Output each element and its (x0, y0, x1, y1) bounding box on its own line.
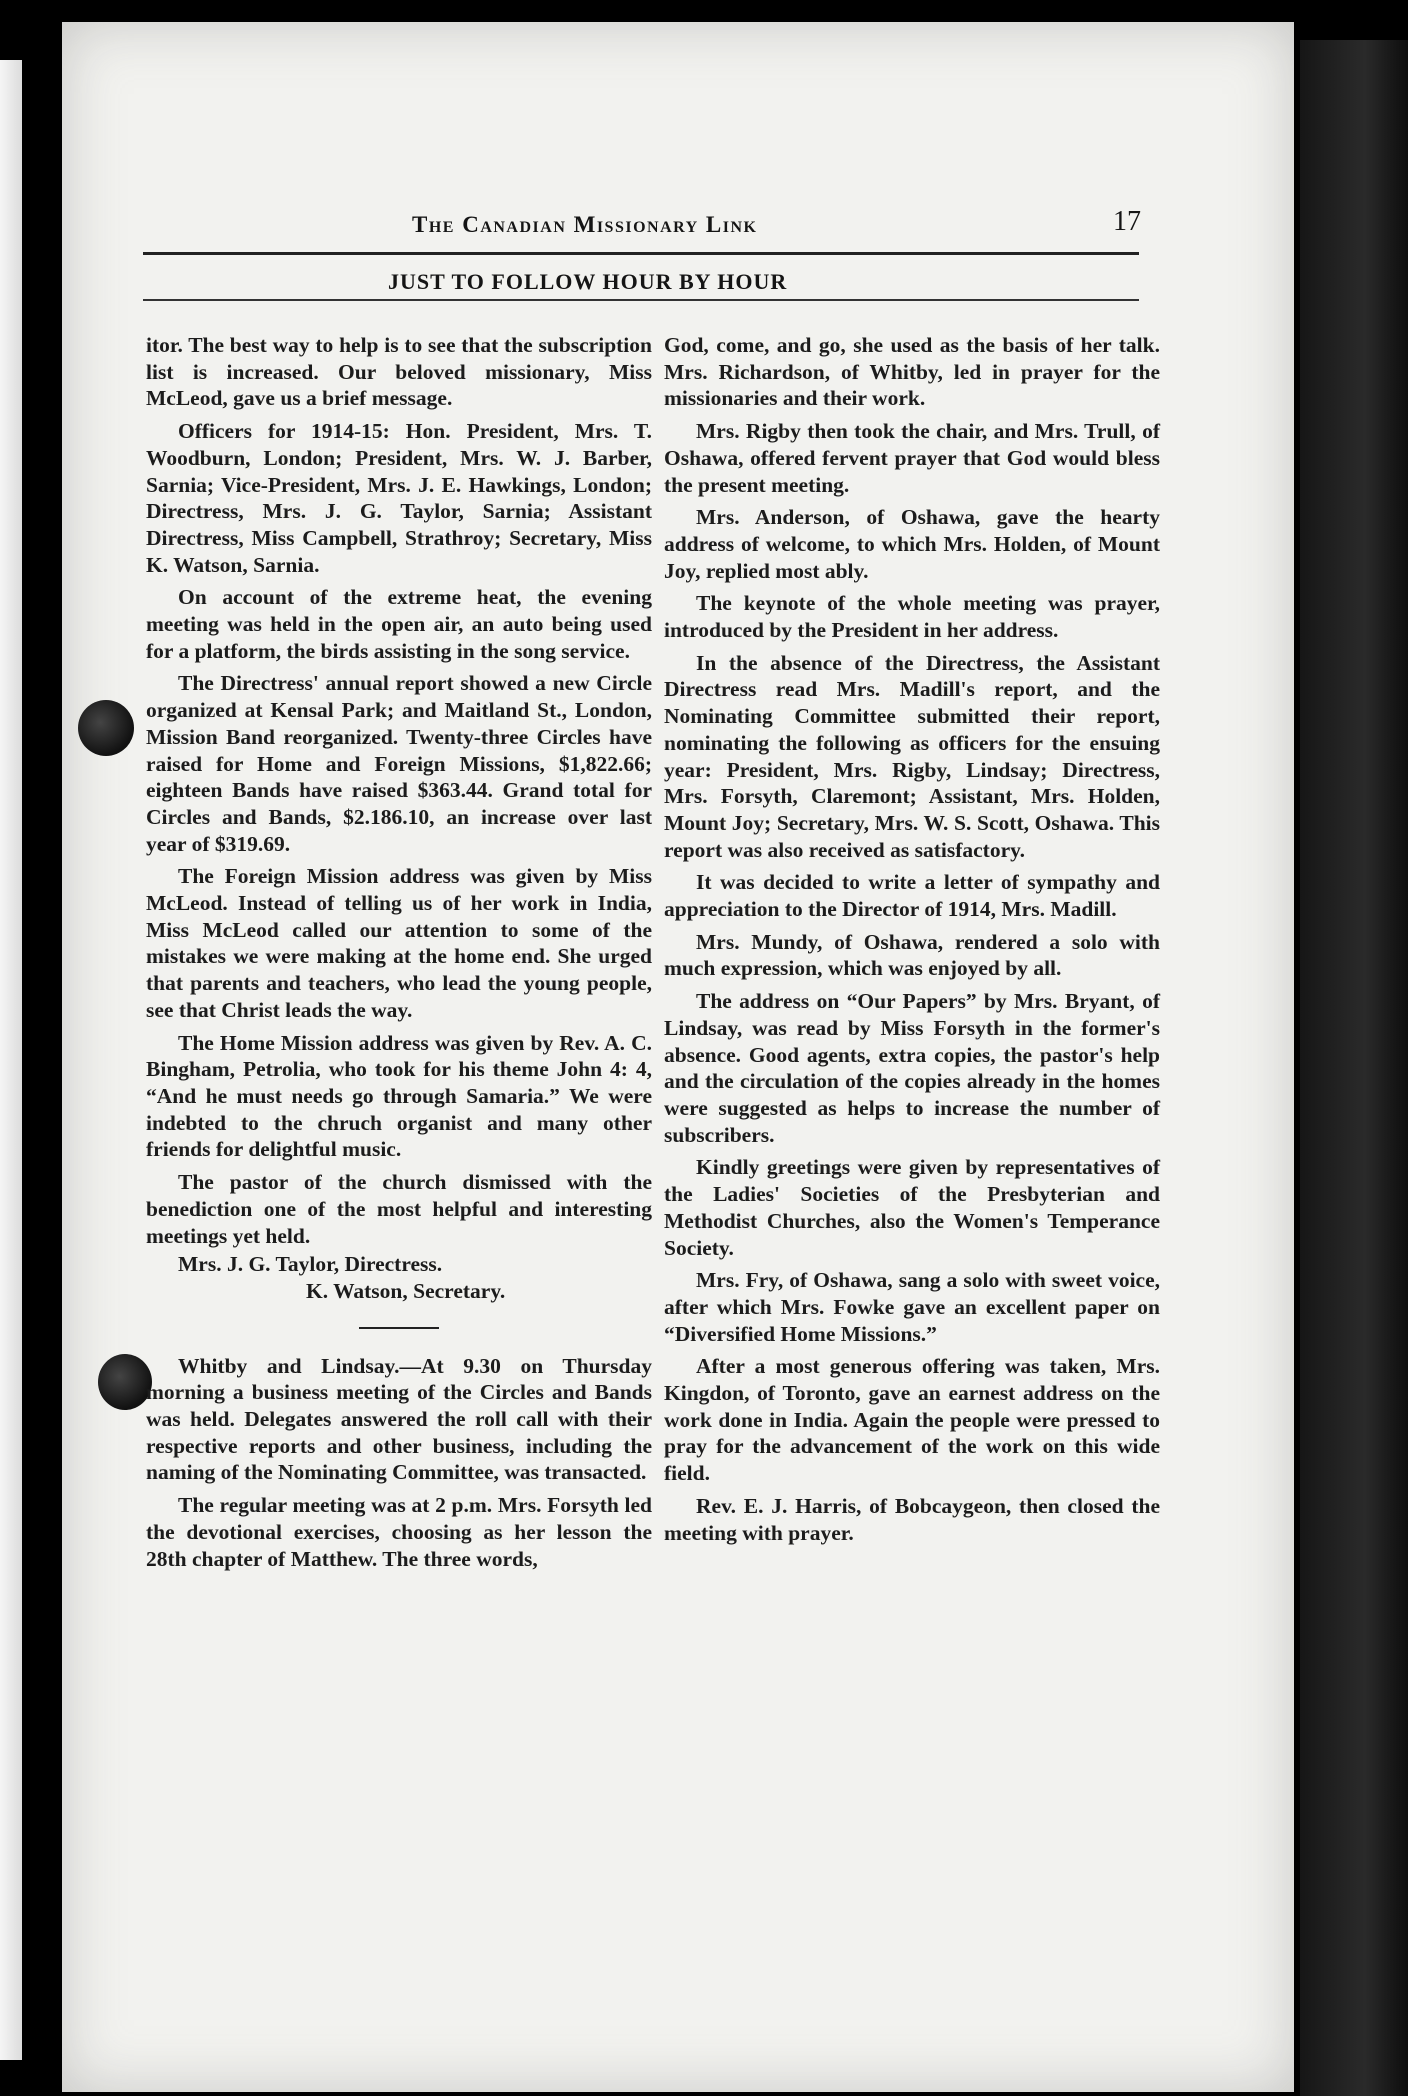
paragraph: Mrs. Mundy, of Oshawa, rendered a solo with much expression, which was enjoyed by all. (664, 929, 1160, 981)
signature-secretary: K. Watson, Secretary. (306, 1278, 506, 1303)
paragraph: itor. The best way to help is to see that the subscription list is increased. Our beloved missionary, Miss McLeod, gave us a brief message. (146, 333, 652, 411)
paragraph: The Directress' annual report showed a new Circle organized at Kensal Park; and Maitland St., London, Mission Band reorganized. Twenty-three Circles have raised for Home and Foreign Missions, $1,822.66; eighteen Bands have raised $363.44. Grand total for Circles and Bands, $2.186.10, an increase over last year of $319.69. (146, 671, 652, 856)
paragraph-whitby (146, 1353, 652, 1487)
paragraph: Kindly greetings were given by representatives of the Ladies' Societies of the Presbyterian and Methodist Churches, also the Women's Temperance Society. (664, 1155, 1160, 1260)
paragraph-text: —At 9.30 on Thursday morning a business meeting of the Circles and Bands was held. Delegates answered the roll call with their respective reports and other business, including the naming of the Nominating Committee, was transacted. (146, 1353, 652, 1485)
paragraph: The regular meeting was at 2 p.m. Mrs. Forsyth led the devotional exercises, choosing as her lesson the 28th chapter of Matthew. The three words, (146, 1493, 652, 1571)
section-separator (359, 1327, 439, 1329)
paragraph: Mrs. Anderson, of Oshawa, gave the hearty address of welcome, to which Mrs. Holden, of Mount Joy, replied most ably. (664, 505, 1160, 583)
paragraph: The Foreign Mission address was given by Miss McLeod. Instead of telling us of her work in India, Miss McLeod called our attention to some of the mistakes we were making at the home end. She urged that parents and teachers, who lead the young people, see that Christ leads the way. (146, 864, 652, 1022)
running-header: The Canadian Missionary Link (412, 212, 758, 237)
paragraph: In the absence of the Directress, the Assistant Directress read Mrs. Madill's report, and the Nominating Committee submitted their report, nominating the following as officers for the ensuing year: President, Mrs. Rigby, Lindsay; Directress, Mrs. Forsyth, Claremont; Assistant, Mrs. Holden, Mount Joy; Secretary, Mrs. W. S. Scott, Oshawa. This report was also received as satisfactory. (664, 650, 1160, 862)
page-number: 17 (1113, 206, 1141, 237)
paragraph: God, come, and go, she used as the basis of her talk. Mrs. Richardson, of Whitby, led in prayer for the missionaries and their work. (664, 333, 1160, 411)
paragraph: Officers for 1914-15: Hon. President, Mrs. T. Woodburn, London; President, Mrs. W. J. Barber, Sarnia; Vice-President, Mrs. J. E. Hawkings, London; Directress, Mrs. J. G. Taylor, Sarnia; Assistant Directress, Miss Campbell, Strathroy; Secretary, Miss K. Watson, Sarnia. (146, 419, 652, 577)
page-left-edge (0, 60, 22, 2060)
punch-hole-lower (98, 1354, 152, 1410)
right-column (664, 332, 1160, 1552)
paragraph: The keynote of the whole meeting was prayer, introduced by the President in her address. (664, 591, 1160, 643)
paragraph: It was decided to write a letter of sympathy and appreciation to the Director of 1914, Mrs. Madill. (664, 870, 1160, 922)
run-in-heading: Whitby and Lindsay. (178, 1353, 400, 1378)
paragraph: On account of the extreme heat, the evening meeting was held in the open air, an auto being used for a platform, the birds assisting in the song service. (146, 585, 652, 663)
left-column (146, 332, 652, 1578)
paragraph: Mrs. Fry, of Oshawa, sang a solo with sweet voice, after which Mrs. Fowke gave an excellent paper on “Diversified Home Missions.” (664, 1268, 1160, 1346)
subheading-rule (143, 299, 1139, 301)
signature-directress: Mrs. J. G. Taylor, Directress. (178, 1252, 443, 1277)
paragraph: Mrs. Rigby then took the chair, and Mrs. Trull, of Oshawa, offered fervent prayer that God would bless the present meeting. (664, 419, 1160, 497)
book-binding-edge (1300, 40, 1408, 2096)
section-subheading: JUST TO FOLLOW HOUR BY HOUR (388, 269, 788, 294)
header-rule (143, 252, 1139, 255)
punch-hole-upper (78, 700, 134, 756)
paragraph: After a most generous offering was taken, Mrs. Kingdon, of Toronto, gave an earnest address on the work done in India. Again the people were pressed to pray for the advancement of the work on this wide field. (664, 1354, 1160, 1486)
paragraph: Rev. E. J. Harris, of Bobcaygeon, then closed the meeting with prayer. (664, 1493, 1160, 1545)
paragraph: The address on “Our Papers” by Mrs. Bryant, of Lindsay, was read by Miss Forsyth in the former's absence. Good agents, extra copies, the pastor's help and the circulation of the copies already in the homes were suggested as helps to increase the number of subscribers. (664, 989, 1160, 1147)
paragraph: The Home Mission address was given by Rev. A. C. Bingham, Petrolia, who took for his theme John 4: 4, “And he must needs go through Samaria.” We were indebted to the chruch organist and many other friends for delightful music. (146, 1030, 652, 1162)
paragraph: The pastor of the church dismissed with the benediction one of the most helpful and interesting meetings yet held. (146, 1170, 652, 1248)
